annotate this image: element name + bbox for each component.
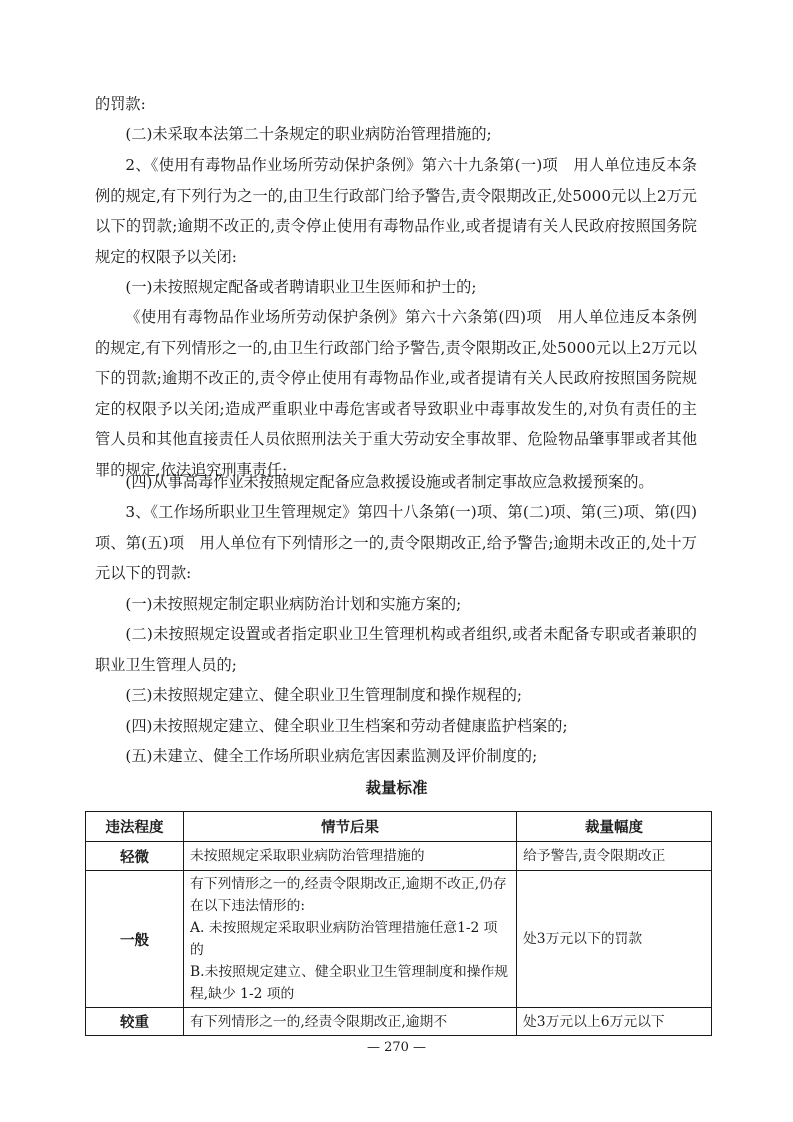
body-paragraph: 的罚款: [95,95,146,113]
body-paragraph: (四)未按照规定建立、健全职业卫生档案和劳动者健康监护档案的; [125,717,568,735]
penalty-cell: 给予警告,责令限期改正 [517,842,712,871]
table-title: 裁量标准 [365,779,428,797]
penalty-cell: 处3万元以上6万元以下 [517,1008,712,1036]
circumstance-line: 未按照规定采取职业病防治管理措施的 [190,848,425,864]
body-paragraph: (一)未按照规定配备或者聘请职业卫生医师和护士的; [125,278,477,296]
body-paragraph: (五)未建立、健全工作场所职业病危害因素监测及评价制度的; [125,747,538,765]
column-header-circumstances: 情节后果 [184,812,517,842]
circumstance-cell [184,871,517,1008]
violation-level: 轻微 [86,842,184,871]
violation-level: 一般 [86,871,184,1008]
table-row [86,871,712,1008]
body-paragraph: (四)从事高毒作业未按照规定配备应急救援设施或者制定事故应急救援预案的。 [125,473,654,491]
body-paragraph: (三)未按照规定建立、健全职业卫生管理制度和操作规程的; [125,686,523,704]
regulation-clause: 《使用有毒物品作业场所劳动保护条例》第六十六条第(四)项 用人单位违反本条例的规定,有下列情形之一的,由卫生行政部门给予警告,责令限期改正,处5000元以上2万元以下的罚款;逾期不改正的,责令停止使用有毒物品作业,或者提请有关人民政府按照国务院规定的权限予以关闭;造成严重职业中毒危害或者导致职业中毒事故发生的,对负有责任的主管人员和其他直接责任人员依照刑法关于重大劳动安全事故罪、危险物品肇事罪或者其他罪的规定,依法追究刑事责任: [95,308,697,479]
table-row [86,1008,712,1036]
violation-level: 较重 [86,1008,184,1036]
body-paragraph: (二)未按照规定设置或者指定职业卫生管理机构或者组织,或者未配备专职或者兼职的职业卫生管理人员的; [95,625,697,674]
circumstance-line: A. 未按照规定采取职业病防治管理措施任意1-2 项的 [190,920,498,958]
body-paragraph: (一)未按照规定制定职业病防治计划和实施方案的; [125,595,462,613]
circumstance-line: 有下列情形之一的,经责令限期改正,逾期不改正,仍存在以下违法情形的: [190,876,507,914]
column-header-penalty-range: 裁量幅度 [517,812,712,842]
regulation-clause: 2、《使用有毒物品作业场所劳动保护条例》第六十九条第(一)项 用人单位违反本条例的规定,有下列行为之一的,由卫生行政部门给予警告,责令限期改正,处5000元以上2万元以下的罚款;逾期不改正的,责令停止使用有毒物品作业,或者提请有关人民政府按照国务院规定的权限予以关闭: [95,156,697,266]
table-row [86,842,712,871]
penalty-cell: 处3万元以下的罚款 [517,871,712,1008]
circumstance-cell [184,842,517,871]
column-header-violation-degree: 违法程度 [86,812,184,842]
discretion-standard-table [85,811,712,1036]
regulation-clause: 3、《工作场所职业卫生管理规定》第四十八条第(一)项、第(二)项、第(三)项、第(四)项、第(五)项 用人单位有下列情形之一的,责令限期改正,给予警告;逾期未改正的,处十万元以下的罚款: [95,503,697,583]
table-header-row [86,812,712,842]
circumstance-cell [184,1008,517,1036]
circumstance-line: 有下列情形之一的,经责令限期改正,逾期不 [190,1013,448,1030]
circumstance-line: B.未按照规定建立、健全职业卫生管理制度和操作规程,缺少 1-2 项的 [190,964,509,1002]
page-number: — 270 — [366,1040,427,1055]
body-paragraph: (二)未采取本法第二十条规定的职业病防治管理措施的; [125,125,492,143]
